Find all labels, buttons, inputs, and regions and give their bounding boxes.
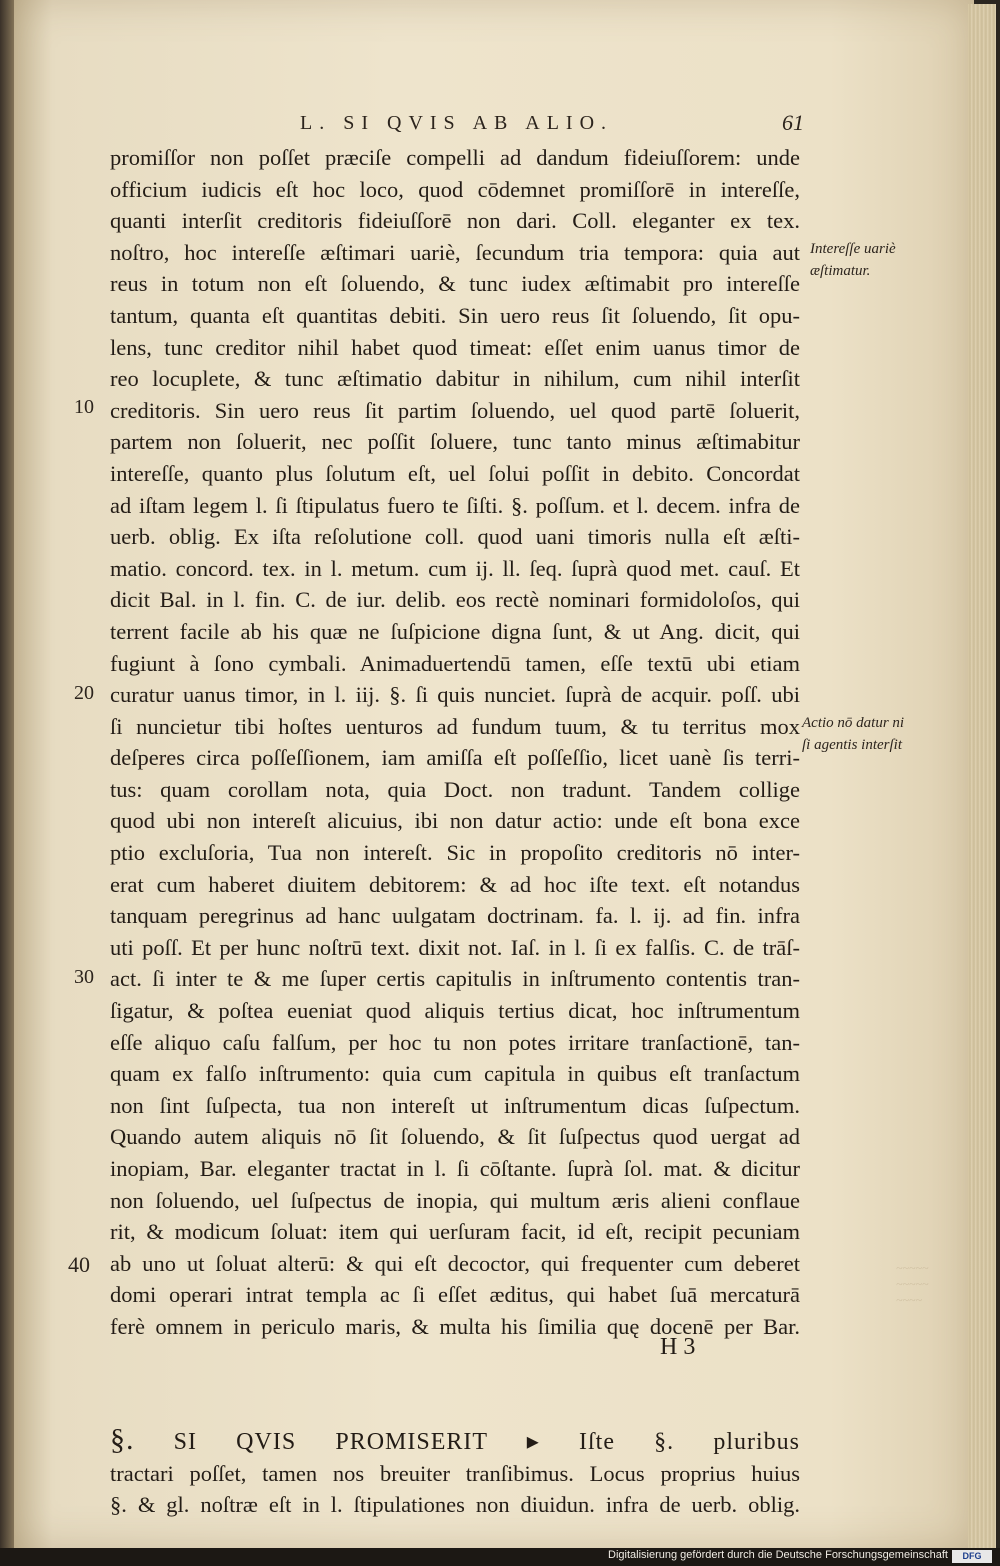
- text-line: non ſint ſuſpecta, tua non intereſt ut inſtrumentum dicas ſuſpectum.: [110, 1092, 800, 1118]
- footer-credit: Digitalisierung gefördert durch die Deutsche Forschungsgemeinschaft: [608, 1549, 948, 1561]
- text-line: uti poſſ. Et per hunc noſtrū text. dixit not. Iaſ. in l. ſi ex falſis. C. de trāſ-: [110, 934, 800, 960]
- text-line: terrent facile ab his quæ ne ſuſpicione digna ſunt, & ut Ang. dicit, qui: [110, 618, 800, 644]
- text-line: domi operari intrat templa ac ſi eſſet æditus, qui habet ſuā mercaturā: [110, 1282, 800, 1308]
- text-line: act. ſi inter te & me ſuper certis capitulis in inſtrumento contentis tran-: [110, 966, 800, 992]
- margin-note-line: æſtimatur.: [810, 263, 871, 279]
- text-line: §. & gl. noſtræ eſt in l. ſtipulationes non diuidun. infra de uerb. oblig.: [110, 1492, 800, 1518]
- text-line: rit, & modicum ſoluat: item qui uerſuram facit, id eſt, recipit pecuniam: [110, 1219, 800, 1245]
- dfg-logo: DFG: [952, 1550, 992, 1563]
- text-line: [110, 1343, 800, 1375]
- text-line: intereſſe, quanto plus ſolutum eſt, uel ſolui poſſit in debito. Concordat: [110, 460, 800, 486]
- body-text: [110, 142, 800, 1521]
- text-line: quod ubi non intereſt alicuius, ibi non datur actio: unde eſt bona exce: [110, 808, 800, 834]
- text-line: promiſſor non poſſet præciſe compelli ad dandum fideiuſſorem: unde: [110, 145, 800, 170]
- signature-mark: H 3: [660, 1334, 696, 1360]
- text-line: noſtro, hoc intereſſe æſtimari uariè, ſecundum tria tempora: quia aut: [110, 239, 800, 265]
- text-line: tus: quam corollam nota, quia Doct. non tradunt. Tandem collige: [110, 776, 800, 802]
- text-line: officium iudicis eſt hoc loco, quod cōdemnet promiſſorē in intereſſe,: [110, 176, 800, 202]
- text-line: partem non ſoluerit, nec poſſit ſoluere, tunc tanto minus æſtimabitur: [110, 429, 800, 455]
- running-head: L. SI QVIS AB ALIO.: [300, 112, 614, 134]
- text-line: tantum, quanta eſt quantitas debiti. Sin uero reus ſit ſoluendo, ſit opu-: [110, 302, 800, 328]
- text-line: tanquam peregrinus ad hanc uulgatam doctrinam. fa. l. ij. ad fin. infra: [110, 903, 800, 929]
- text-line: ab uno ut ſoluat alterū: & qui eſt decoctor, qui frequenter cum deberet: [110, 1250, 800, 1276]
- margin-note-line: Actio nō datur ni: [802, 715, 905, 731]
- section-first-words: Iſte §. pluribus: [579, 1428, 800, 1455]
- text-line: eſſe aliquo caſu falſum, per hoc tu non potes irritare tranſactionē, tan-: [110, 1029, 800, 1055]
- text-line: quanti interſit creditoris fideiuſſorē non dari. Coll. eleganter ex tex.: [110, 208, 800, 234]
- section-sign: §.: [110, 1423, 135, 1456]
- text-line: dicit Bal. in l. fin. C. de iur. delib. eos rectè nominari formidoloſos, qui: [110, 587, 800, 613]
- text-line: inopiam, Bar. eleganter tractat in l. ſi cōſtante. ſuprà ſol. mat. & dicitur: [110, 1156, 800, 1181]
- text-line: Quando autem aliquis nō ſit ſoluendo, & ſit ſuſpectus quod uergat ad: [110, 1124, 800, 1150]
- text-line: quam ex falſo inſtrumento: quia cum capitula in quibus eſt tranſactum: [110, 1061, 800, 1087]
- line-number: 40: [68, 1252, 90, 1277]
- text-line: reo locuplete, & tunc æſtimatio dabitur in nihilum, cum nihil interſit: [110, 366, 800, 392]
- text-line: erat cum haberet diuitem debitorem: & ad hoc iſte text. eſt notandus: [110, 871, 800, 897]
- page-edges: [968, 4, 996, 1548]
- text-line: [110, 1374, 800, 1406]
- margin-note-line: ſi agentis interſit: [802, 737, 902, 753]
- line-number: 10: [74, 396, 94, 418]
- text-line: ſi nuncietur tibi hoſtes uenturos ad fundum tuum, & tu territus mox: [110, 713, 800, 739]
- text-line: non ſoluendo, uel ſuſpectus de inopia, qui multum æris alieni conflaue: [110, 1187, 800, 1213]
- text-line: fugiunt à ſono cymbali. Animaduertendū tamen, eſſe textū ubi etiam: [110, 650, 800, 676]
- text-line: ptio excluſoria, Tua non intereſt. Sic in propoſito creditoris nō inter-: [110, 840, 800, 866]
- pointer-glyph: ▸: [526, 1428, 540, 1455]
- text-line: creditoris. Sin uero reus ſit partim ſoluendo, uel quod partē ſoluerit,: [110, 397, 800, 423]
- text-line: ferè omnem in periculo maris, & multa his ſimilia quę docenē per Bar.: [110, 1313, 800, 1339]
- line-number: 30: [74, 966, 94, 988]
- show-through-text: ~~~~~ ~~~~~ ~~~~: [896, 1261, 929, 1307]
- page-number: 61: [782, 110, 804, 135]
- text-line: lens, tunc creditor nihil habet quod timeat: eſſet enim uanus timor de: [110, 334, 800, 360]
- text-line: uerb. oblig. Ex iſta reſolutione coll. quod uani timoris nulla eſt æſti-: [110, 524, 800, 550]
- footer-bar: [0, 1548, 1000, 1566]
- text-line: ad iſtam legem l. ſi ſtipulatus fuero te ſiſti. §. poſſum. et l. decem. infra de: [110, 492, 800, 518]
- margin-note: [810, 238, 896, 282]
- text-line: tractari poſſet, tamen nos breuiter tranſibimus. Locus proprius huius: [110, 1460, 800, 1486]
- text-line: matio. concord. tex. in l. metum. cum ij. ll. ſeq. ſuprà quod met. cauſ. Et: [110, 555, 800, 581]
- section-heading: [110, 1424, 800, 1458]
- text-line: curatur uanus timor, in l. iij. §. ſi quis nunciet. ſuprà de acquir. poſſ. ubi: [110, 682, 800, 708]
- text-line: reus in totum non eſt ſoluendo, & tunc iudex æſtimabit pro intereſſe: [110, 271, 800, 297]
- margin-note-line: Intereſſe uariè: [810, 241, 896, 257]
- text-line: deſperes circa poſſeſſionem, iam amiſſa eſt poſſeſſio, licet uanè ſis terri-: [110, 745, 800, 771]
- margin-note: [802, 712, 904, 756]
- line-number: 20: [74, 682, 94, 704]
- text-line: ſigatur, & poſtea eueniat quod aliquis tertius dicat, hoc inſtrumentum: [110, 998, 800, 1024]
- section-title: SI QVIS PROMISERIT: [173, 1428, 488, 1455]
